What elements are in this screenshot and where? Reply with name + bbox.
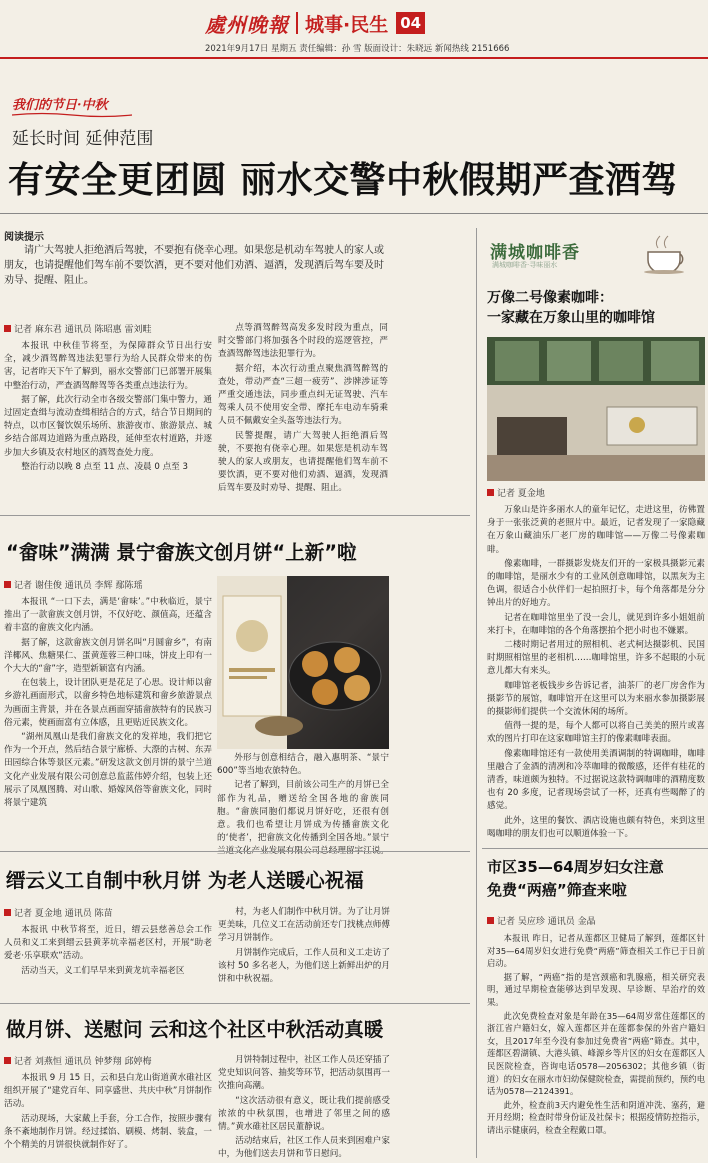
paragraph: 据了解，“两癌”指的是宫颈癌和乳腺癌，相关研究表明，通过早期检查能够达到早发现、早诊断、早治疗的效果。 [487, 971, 705, 1007]
volunteer-byline-text: 记者 夏金地 通讯员 陈苗 [14, 909, 113, 919]
paragraph: 在包装上，设计团队更是花足了心思。设计师以畲乡游礼画面形式，以畲乡特色地标建筑和畲乡旅游景点为画面主背景，并在各景点画面穿插畲族特有的民族习俗元素，使画面富有立体感，且更贴近民族文化。 [4, 678, 212, 728]
paragraph: 民警提醒，请广大驾驶人拒绝酒后驾驶，不要抱有侥幸心理。如果您是机动车驾驶人的家人或朋友，也请提醒他们驾车前不要饮酒，更不要对他们劝酒、逼酒，发现酒后驾车要及时劝导、提醒、阻止。 [218, 430, 388, 494]
byline-marker-icon [4, 909, 11, 916]
paragraph: 据介绍，本次行动重点聚焦酒驾醉驾的查处，带动严查“三超一疲劳”、涉牌涉证等严重交通违法，同步重点纠无证驾驶、汽车驾乘人员不使用安全带、摩托车电动车骑乘人员不佩戴安全头盔等违法行为。 [218, 363, 388, 427]
cafe-body [487, 504, 705, 842]
paragraph: 据了解，此次行动全市各级交警部门集中警力，通过固定查缉与流动查缉相结合的方式，结合节日期间的特点，以市区餐饮娱乐场所、旅游夜市、旅游景点、城乡结合部周边道路为重点路段，延伸至农村道路，并逐步加大乡镇及农村地区的酒驾查处力度。 [4, 394, 212, 458]
paragraph: 万象山是许多丽水人的童年记忆，走进这里，彷佛置身于一张张泛黄的老照片中。最近，记者发现了一家隐藏在万象山藏油乐厂老厂房的咖啡馆——万像二号像素咖啡。 [487, 505, 705, 555]
cafe-photo [487, 337, 705, 481]
paragraph: 值得一提的是，每个人都可以将自己美美的照片或喜欢的图片打印在这家咖啡馆主打的像素咖啡表面。 [487, 721, 705, 745]
volunteer-byline [4, 906, 113, 919]
mooncake-column-1 [4, 596, 212, 811]
paragraph: 据了解，这款畲族文创月饼名叫“月圆畲乡”，有南洋椰风、焦糖果仁、蛋黄莲蓉三种口味，饼皮上印有一个大大的“畲”字，造型新颖富有内涵。 [4, 637, 212, 675]
paragraph: 活动结束后，社区工作人员来到困难户家中，为他们送去月饼和节日慰问。 [218, 1136, 390, 1160]
paragraph: 此外，检查前3天内避免性生活和阴道冲洗、塞药，避开月经期；检查时带身份证及社保卡；根据疫情防控指示，请出示健康码，检查全程戴口罩。 [487, 1099, 705, 1135]
mooncake-photo [217, 576, 389, 749]
community-headline: 做月饼、送慰问 云和这个社区中秋活动真暖 [6, 1018, 384, 1041]
column-divider [476, 228, 477, 1158]
section-divider [0, 1003, 470, 1004]
cafe-headline-2: 一家藏在万象山里的咖啡馆 [487, 310, 655, 326]
lead-byline [4, 322, 151, 335]
dateline: 2021年9月17日 星期五 责任编辑：孙 雪 版面设计：朱晓远 新闻热线 2151666 [205, 44, 510, 54]
lead-column-2 [218, 322, 388, 497]
cafe-byline [487, 486, 545, 499]
festival-tag: 我们的节日·中秋 [12, 98, 108, 113]
paragraph: 本报讯 “一口下去，满是‘畲味’。”中秋临近，景宁推出了一款畲族文创月饼，不仅好吃、颜值高，还蕴含着丰富的畲族文化内涵。 [4, 597, 212, 634]
festival-underline [12, 112, 132, 118]
paragraph: 月饼制作完成后，工作人员和义工走访了该村 50 多名老人，为他们送上新鲜出炉的月饼和中秋祝福。 [218, 947, 390, 985]
lead-byline-text: 记者 麻东君 通讯员 陈昭惠 雷刘畦 [14, 325, 152, 335]
paragraph: 村，为老人们制作中秋月饼。为了让月饼更美味，几位义工在活动前还专门找桃点师傅学习月饼制作。 [218, 907, 390, 944]
mooncake-byline-text: 记者 谢佳俊 通讯员 李辉 鄢陈瑶 [14, 581, 143, 591]
mooncake-headline: “畲味”满满 景宁畲族文创月饼“上新”啦 [6, 541, 357, 564]
cafe-byline-text: 记者 夏金地 [497, 489, 545, 499]
cafe-headline-1: 万像二号像素咖啡： [487, 290, 613, 306]
community-byline-text: 记者 刘燕恒 通讯员 钟梦翔 邱婷梅 [14, 1057, 152, 1067]
paragraph: 本报讯 中秋佳节将至，为保障群众节日出行安全，减少酒驾醉驾违法犯罪行为给人民群众带来的伤害，记者昨天下午了解到，丽水交警部门已部署开展集中整治行动，严查酒驾醉驾等各类重点违法行为。 [4, 341, 212, 391]
lead-column-1 [4, 340, 212, 475]
coffee-cup-icon [638, 232, 700, 274]
volunteer-headline: 缙云义工自制中秋月饼 为老人送暖心祝福 [6, 869, 364, 892]
community-column-1 [4, 1072, 212, 1153]
masthead-divider [296, 12, 298, 34]
paragraph: 二楼时期记者用过的照相机、老式柯达摄影机、民国时期照相馆里的老相机……咖啡馆里，许多不起眼的小玩意儿都大有来头。 [487, 640, 705, 677]
byline-marker-icon [4, 581, 11, 588]
notice-title: 阅读提示 [4, 232, 44, 243]
paper-name: 處州晚報 [205, 12, 289, 37]
mooncake-byline [4, 578, 142, 591]
paragraph: “湖州凤凰山是我们畲族文化的发祥地，我们把它作为一个开点，然后结合景宁廊桥、大漈的古树、东弄田园综合体等景区元素。”研发这款文创月饼的景宁兰道文化产业发展有限公司创意总监蓝伟婷介绍，包装上还展示了凤凰图腾、对山歌、婚嫁风俗等畲族文化，同时将景宁建筑 [4, 732, 212, 809]
byline-marker-icon [4, 1057, 11, 1064]
paragraph: 此外，这里的餐饮、酒店设施也颇有特色，来到这里喝咖啡的朋友们也可以顺道体验一下。 [487, 815, 705, 839]
coffee-banner-title: 满城咖啡香 [490, 243, 580, 263]
lead-divider [0, 213, 708, 214]
section-divider [0, 515, 470, 516]
screening-headline-2: 免费“两癌”筛查来啦 [487, 881, 627, 899]
paragraph: 本报讯 9 月 15 日，云和县白龙山街道黄水碓社区组织开展了“建党百年、同享盛世、共庆中秋”月饼制作活动。 [4, 1073, 212, 1110]
screening-byline [487, 914, 596, 927]
volunteer-column-2 [218, 906, 390, 987]
paragraph: “这次活动很有意义，既让我们提前感受浓浓的中秋氛围，也增进了邻里之间的感情。”黄水碓社区居民董静说。 [218, 1095, 390, 1133]
paragraph: 外形与创意相结合，融入惠明茶、“景宁 600”等当地农旅特色。 [217, 753, 389, 777]
paragraph: 此次免费检查对象是年龄在35—64周岁常住莲都区的浙江省户籍妇女，嫁入莲都区并在莲都参保的外省户籍妇女，且2017年至今没有参加过免费省“两癌”筛查。其中，莲都区碧湖镇、大港头镇、峰源乡等片区的妇女在莲都区人民医院检查，咨询电话0578—2056302；其他乡镇（街道）的妇女在丽水市妇幼保健院检查，需提前预约，预约电话为0578—2124391。 [487, 1010, 705, 1097]
paragraph: 月饼特制过程中，社区工作人员还穿插了党史知识问答、抽奖等环节，把活动氛围再一次推向高潮。 [218, 1055, 390, 1092]
top-rule [0, 57, 708, 59]
page-number: 04 [396, 12, 425, 34]
byline-marker-icon [487, 489, 494, 496]
paragraph: 记者在咖啡馆里坐了没一会儿，就见到许多小姐姐前来打卡，在咖啡馆的各个角落摆拍个把小时也不嫌累。 [487, 612, 705, 636]
screening-body [487, 932, 705, 1138]
paragraph: 像素咖啡馆还有一款使用美酒调制的特调咖啡，咖啡里融合了金酒的清冽和冷萃咖啡的微酸感，还伴有桂花的清香，味道颇为独特。不过据说这款特调咖啡的酒精度数也有 20 多度，记者现场尝试了一杯，还真有些喝醉了的感觉。 [487, 748, 705, 812]
paragraph: 点等酒驾醉驾高发多发时段为重点，同时交警部门将加强各个时段的巡逻管控，严查酒驾醉驾违法犯罪行为。 [218, 323, 388, 360]
section-divider [482, 848, 708, 849]
lead-headline: 有安全更团圆 丽水交警中秋假期严查酒驾 [8, 160, 679, 201]
lead-subhead: 延长时间 延伸范围 [12, 129, 154, 149]
section-name: 城事·民生 [305, 13, 389, 36]
community-byline [4, 1054, 151, 1067]
notice-body: 请广大驾驶人拒绝酒后驾驶，不要抱有侥幸心理。如果您是机动车驾驶人的家人或朋友，也请提醒他们驾车前不要饮酒，更不要对他们劝酒、逼酒，发现酒后驾车要及时劝导、提醒、阻止。 [4, 245, 384, 286]
paragraph: 像素咖啡，一群摄影发烧友们开的一家极具摄影元素的咖啡馆，是丽水少有的工业风创意咖啡馆，以黑灰为主色调，很适合小伙伴们一起拍照打卡，每个角落都是分分钟出片的好地方。 [487, 558, 705, 609]
mooncake-column-2 [217, 752, 389, 860]
coffee-banner [490, 228, 705, 276]
paragraph: 整治行动以晚 8 点至 11 点、凌晨 0 点至 3 [21, 461, 188, 472]
paragraph: 记者了解到，目前该公司生产的月饼已全部作为礼品，赠送给全国各地的畲族同胞。“畲族同胞们都说月饼好吃，还很有创意。我们也希望让月饼成为传播畲族文化的‘使者’，把畲族文化传播到全国各地。”景宁 [217, 780, 389, 844]
volunteer-column-1 [4, 924, 212, 979]
paragraph: 活动现场，大家戴上手套，分工合作，按照步骤有条不紊地制作月饼。经过揉馅、刷模、烤制、装盒，一个个精美的月饼很快就制作好了。 [4, 1113, 212, 1151]
paragraph: 本报讯 中秋节将至，近日，缙云县慈善总会工作人员和义工来到缙云县黄茅坑幸福老区村，开展“助老爱老·乐享联欢”活动。 [4, 925, 212, 962]
paragraph: 本报讯 昨日，记者从莲都区卫健局了解到，莲都区针对35—64周岁妇女进行免费“两癌”筛查相关工作已于日前启动。 [487, 933, 705, 969]
screening-byline-text: 记者 吴应珍 通讯员 金晶 [497, 917, 596, 927]
screening-headline-1: 市区35—64周岁妇女注意 [487, 858, 664, 876]
masthead [205, 6, 425, 40]
byline-marker-icon [487, 917, 494, 924]
coffee-banner-subtitle: 满城咖啡香·寻味丽水 [492, 261, 558, 269]
paragraph: 咖啡馆老板钱步乡告诉记者，油茶厂的老厂房舍作为摄影节的展馆，咖啡馆开在这里可以为来丽水参加摄影展的摄影师们提供一个交流休闲的场所。 [487, 680, 705, 718]
byline-marker-icon [4, 325, 11, 332]
paragraph: 活动当天，义工们早早来到黄龙坑幸福老区 [21, 965, 185, 976]
section-divider [0, 851, 470, 852]
community-column-2 [218, 1054, 390, 1163]
